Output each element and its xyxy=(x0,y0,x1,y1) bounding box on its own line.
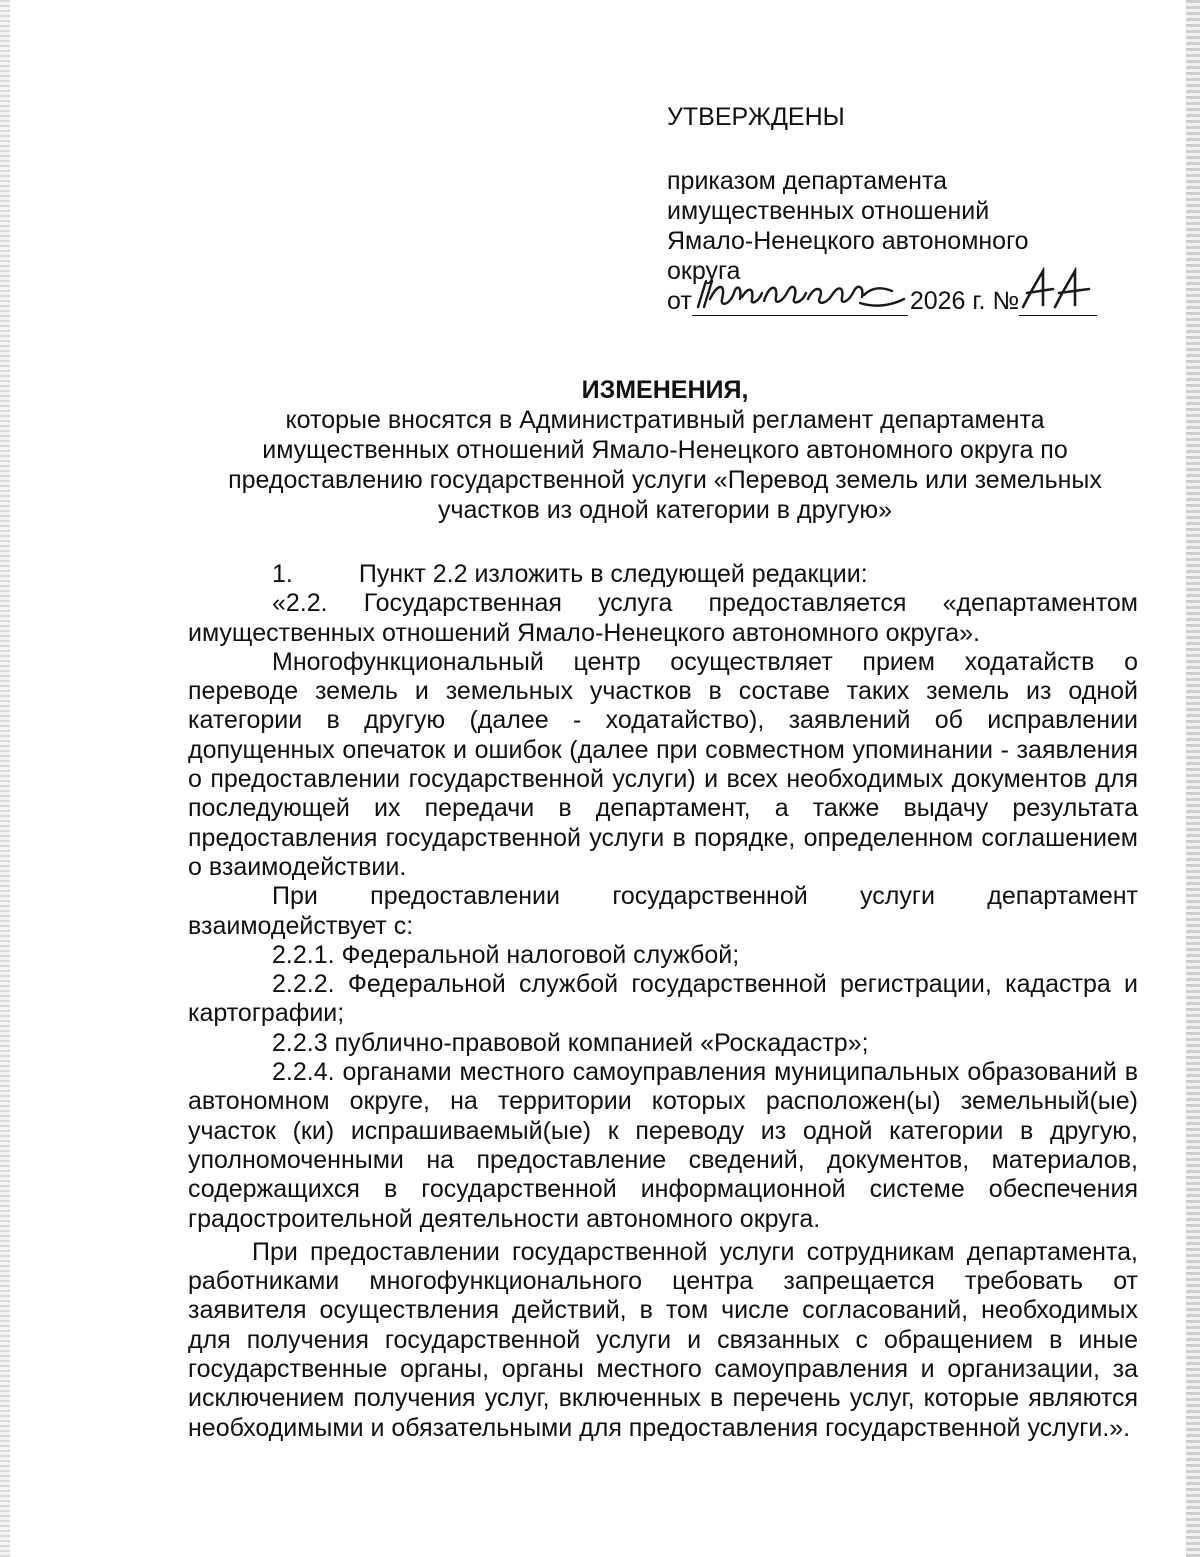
title-subtitle: которые вносятся в Административный регламент департамента имущественных отношений Ямало-Ненецкого автономного округа по предоставлению государственной услуги «Перевод земель или земельных участков из одной категории в другую» xyxy=(228,406,1102,524)
paragraph: 2.2.4. органами местного самоуправления муниципальных образований в автономном округе, на территории которых расположен(ы) земельный(ые) участок (ки) испрашиваемый(ые) к переводу из одной категории в другую, уполномоченными на предоставление сведений, документов, материалов, содержащихся в государственной информационной системе обеспечения градостроительной деятельности автономного округа. xyxy=(188,1058,1138,1233)
paragraph: «2.2. Государственная услуга предоставляется «департаментом имущественных отношений Ямало-Ненецкого автономного округа». xyxy=(188,589,1138,647)
document-body xyxy=(188,560,1138,1443)
handwritten-date-signature xyxy=(692,273,908,313)
approval-line: округа xyxy=(667,257,741,285)
item-text: Пункт 2.2 изложить в следующей редакции: xyxy=(358,560,868,588)
approval-block xyxy=(667,102,1147,316)
paragraph: Многофункциональный центр осуществляет прием ходатайств о переводе земель и земельных участков в составе таких земель из одной категории в другую (далее - ходатайство), заявлений об исправлении допущенных опечаток и ошибок (далее при совместном упоминании - заявления о предоставлении государственной услуги) и всех необходимых документов для последующей их передачи в департамент, а также выдачу результата предоставления государственной услуги в порядке, определенном соглашением о взаимодействии. xyxy=(188,647,1138,881)
title-heading: ИЗМЕНЕНИЯ, xyxy=(581,376,749,404)
approval-line: Ямало-Ненецкого автономного xyxy=(667,227,1029,255)
handwritten-number xyxy=(1019,289,1097,316)
approved-label: УТВЕРЖДЕНЫ xyxy=(667,103,845,131)
approval-line: приказом департамента xyxy=(667,167,948,195)
handwritten-number-signature xyxy=(1019,267,1097,313)
paragraph: 2.2.3 публично-правовой компанией «Роскадастр»; xyxy=(272,1028,869,1057)
document-title xyxy=(190,375,1140,525)
handwritten-date xyxy=(692,289,908,316)
scan-edge-left xyxy=(0,0,10,1557)
paragraph: 2.2.2. Федеральной службой государственной регистрации, кадастра и картографии; xyxy=(188,970,1138,1028)
paragraph: 2.2.1. Федеральной налоговой службой; xyxy=(272,940,740,969)
paragraph: При предоставлении государственной услуги сотрудникам департамента, работниками многофункционального центра запрещается требовать от заявителя осуществления действий, в том числе согласований, необходимых для получения государственной услуги и связанных с обращением в иные государственные органы, органы местного самоуправления и организации, за исключением получения услуг, включенных в перечень услуг, которые являются необходимыми и обязательными для предоставления государственной услуги.». xyxy=(188,1237,1138,1442)
approval-line: имущественных отношений xyxy=(667,197,990,225)
order-date-number-row xyxy=(667,286,1147,316)
year-and-number-label: 2026 г. № xyxy=(909,287,1020,315)
scan-edge-right xyxy=(1186,0,1200,1557)
date-prefix: от xyxy=(667,287,692,315)
paragraph: При предоставлении государственной услуги департамент взаимодействует с: xyxy=(188,882,1138,940)
item-1 xyxy=(188,560,1138,589)
item-number: 1. xyxy=(272,560,293,588)
